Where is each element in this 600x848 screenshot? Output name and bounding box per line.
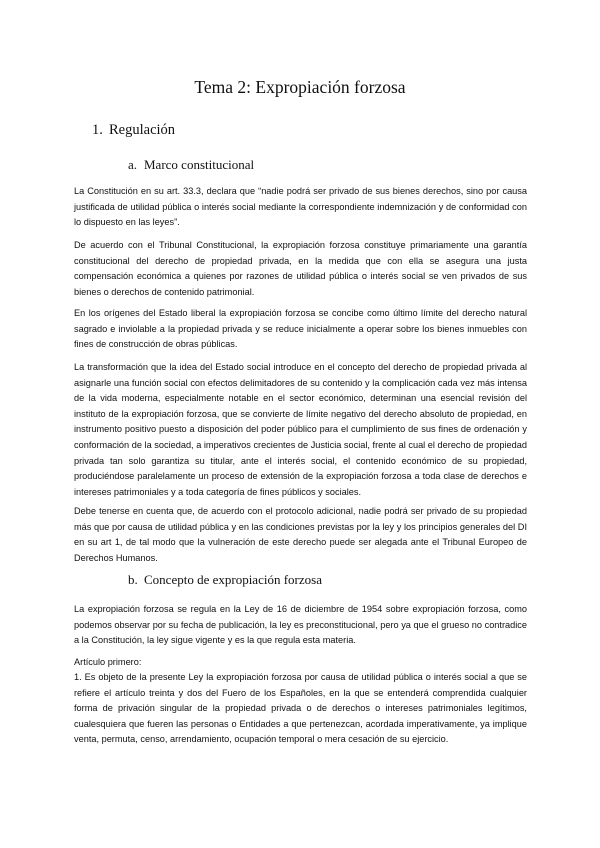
paragraph-protocolo-adicional: Debe tenerse en cuenta que, de acuerdo con el protocolo adicional, nadie podrá ser privado de su propiedad más que por causa de utilidad pública y en las condiciones previstas por la ley y los principios generales del DI en su art 1, de tal modo que la vulneración de este derecho puede ser alegada ante el Tribunal Europeo de Derechos Humanos. [74,506,527,563]
paragraph-constitucion: La Constitución en su art. 33.3, declara que “nadie podrá ser privado de sus bienes derechos, sino por causa justificada de utilidad pública o interés social mediante la correspondiente indemnización y de conformidad con lo dispuesto en las leyes”. [74,186,527,228]
paragraph-estado-social: La transformación que la idea del Estado social introduce en el concepto del derecho de propiedad privada al asignarle una función social con efectos delimitadores de su contenido y la complicación cada vez más intensa de la vida moderna, especialmente notable en el sector económico, determinan una esencial revisión del instituto de la expropiación forzosa, que se convierte de límite negativo del derecho absoluto de propiedad, en instrumento positivo puesto a disposición del poder público para el cumplimiento de sus fines de ordenación y conformación de la sociedad, a imperativos crecientes de Justicia social, frente al cual el derecho de propiedad privada tan solo garantiza su titular, ante el interés social, el contenido económico de su propiedad, produciéndose paralelamente un proceso de extensión de la expropiación forzosa a toda clase de derechos e intereses patrimoniales y a toda categoría de fines públicos y sociales. [74,362,527,497]
section-label: Regulación [109,122,176,138]
subsection-heading-marco-constitucional [128,157,254,173]
section-number: 1. [92,122,103,138]
document-title: Tema 2: Expropiación forzosa [194,77,406,97]
article-heading: Artículo primero: [74,657,142,667]
paragraph-ley-1954: La expropiación forzosa se regula en la Ley de 16 de diciembre de 1954 sobre expropiación forzosa, como podemos observar por su fecha de publicación, la ley es preconstitucional, pero ya que el grueso no contradice a la Constitución, la ley sigue vigente y es la que regula esta materia. [74,604,527,646]
subsection-letter: a. [128,157,138,172]
subsection-label: Marco constitucional [144,157,255,172]
paragraph-tribunal-constitucional: De acuerdo con el Tribunal Constitucional, la expropiación forzosa constituye primariamente una garantía constitucional del derecho de propiedad privada, en la medida que con ella se asegura una justa compensación económica a quienes por razones de utilidad pública o interés social se ven privados de sus bienes o derechos de contenido patrimonial. [74,240,527,297]
subsection-letter: b. [128,572,138,587]
section-heading-regulacion [92,121,175,139]
article-text: 1. Es objeto de la presente Ley la expropiación forzosa por causa de utilidad pública o interés social a que se refiere el artículo treinta y dos del Fuero de los Españoles, en la que se entenderá comprendida cualquier forma de privación singular de la propiedad privada o de derechos o intereses patrimoniales legítimos, cualesquiera que fueren las personas o Entidades a que pertenezcan, acordada imperativamente, ya implique venta, permuta, censo, arrendamiento, ocupación temporal o mera cesación de su ejercicio. [74,672,527,745]
subsection-heading-concepto [128,572,322,588]
subsection-label: Concepto de expropiación forzosa [144,572,322,587]
paragraph-estado-liberal: En los orígenes del Estado liberal la expropiación forzosa se concibe como último límite del derecho natural sagrado e inviolable a la propiedad privada y se reduce inicialmente a operar sobre los bienes inmuebles con fines de construcción de obras públicas. [74,308,527,350]
